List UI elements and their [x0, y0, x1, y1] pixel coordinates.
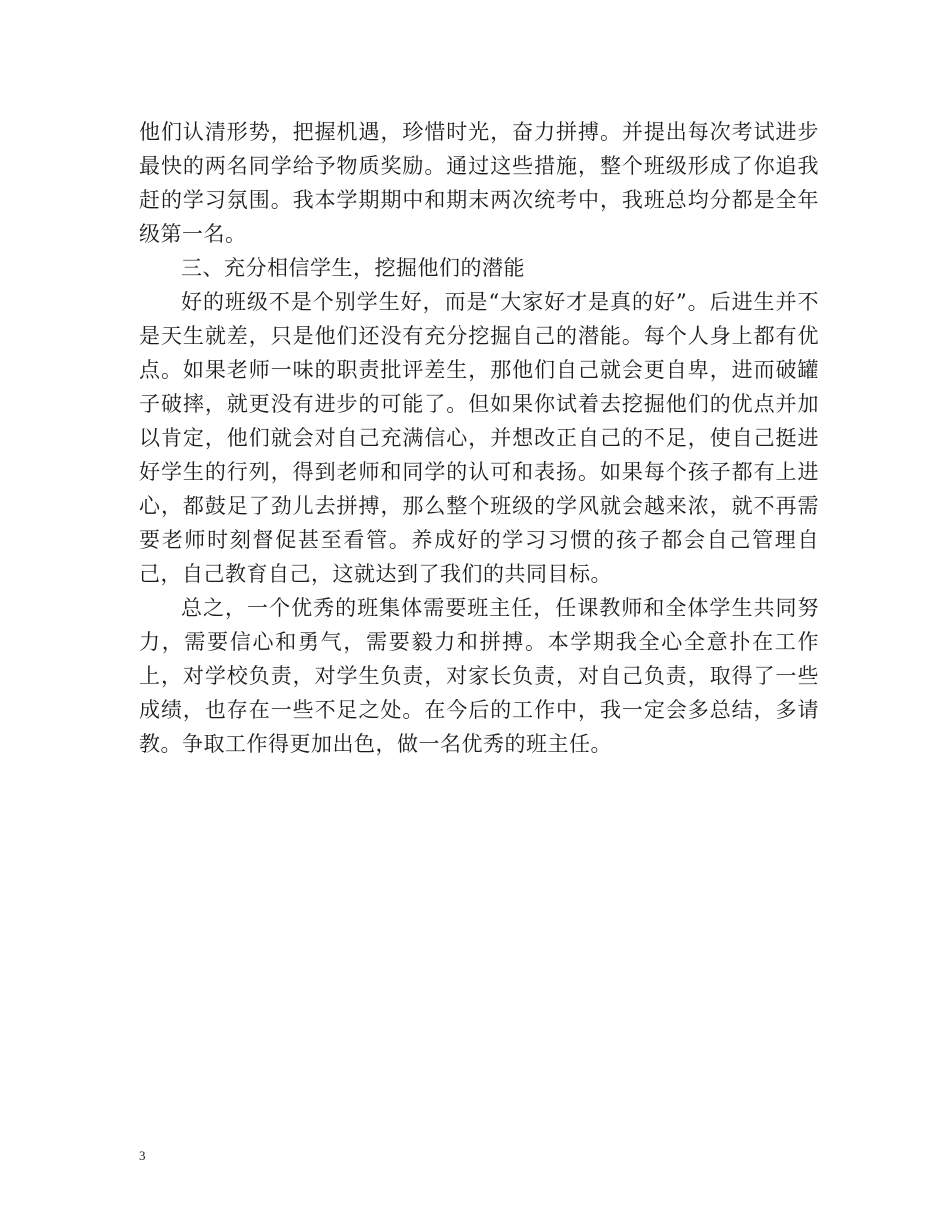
paragraph-trust-students: 好的班级不是个别学生好，而是“大家好才是真的好”。后进生并不是天生就差，只是他们还没有充分挖掘自己的潜能。每个人身上都有优点。如果老师一味的职责批评差生，那他们自己就会更自卑，进而破罐子破摔，就更没有进步的可能了。但如果你试着去挖掘他们的优点并加以肯定，他们就会对自己充满信心，并想改正自己的不足，使自己挺进好学生的行列，得到老师和同学的认可和表扬。如果每个孩子都有上进心，都鼓足了劲儿去拼搏，那么整个班级的学风就会越来浓，就不再需要老师时刻督促甚至看管。养成好的学习习惯的孩子都会自己管理自己，自己教育自己，这就达到了我们的共同目标。 [139, 290, 819, 586]
paragraph-conclusion: 总之，一个优秀的班集体需要班主任，任课教师和全体学生共同努力，需要信心和勇气，需要毅力和拼搏。本学期我全心全意扑在工作上，对学校负责，对学生负责，对家长负责，对自己负责，取得了一些成绩，也存在一些不足之处。在今后的工作中，我一定会多总结，多请教。争取工作得更加出色，做一名优秀的班主任。 [139, 596, 819, 756]
document-body [139, 115, 819, 761]
paragraph-continuation: 他们认清形势，把握机遇，珍惜时光，奋力拼搏。并提出每次考试进步最快的两名同学给予物质奖励。通过这些措施，整个班级形成了你追我赶的学习氛围。我本学期期中和期末两次统考中，我班总均分都是全年级第一名。 [139, 120, 819, 246]
section-heading-3: 三、充分相信学生，挖掘他们的潜能 [181, 256, 525, 280]
page-number: 3 [139, 1148, 146, 1163]
